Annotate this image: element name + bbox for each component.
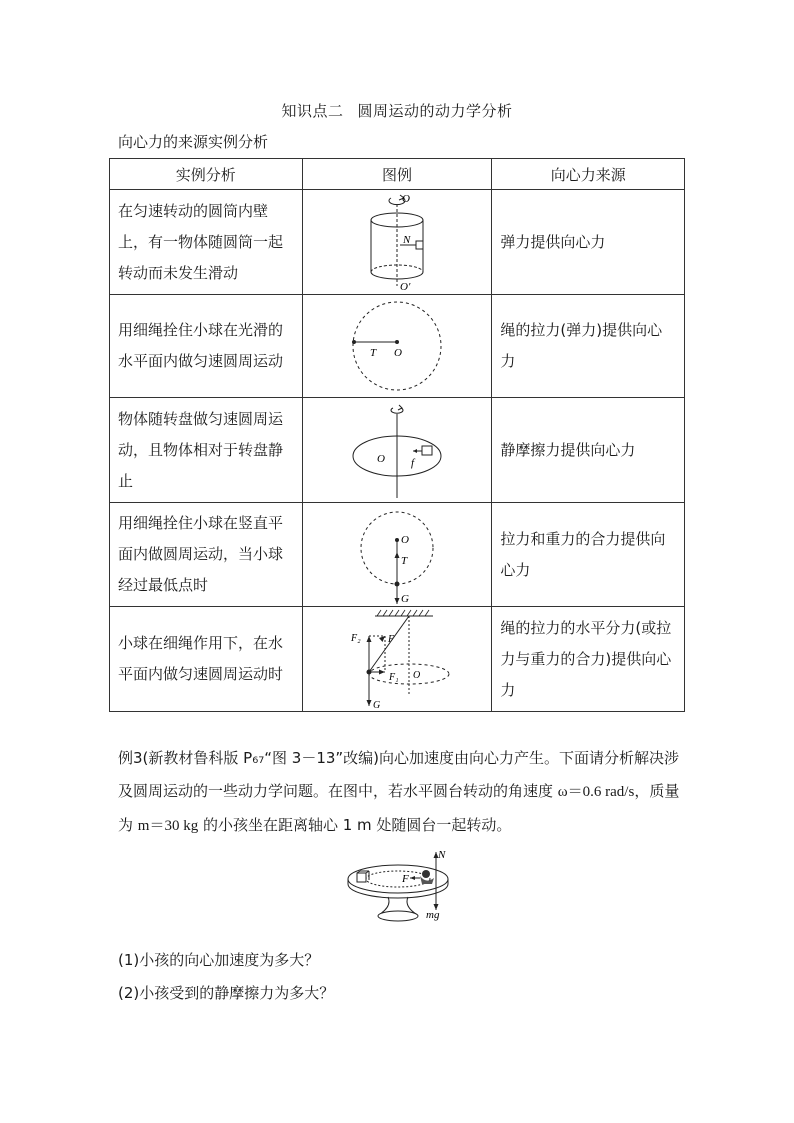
label-o: O	[413, 670, 421, 681]
label-n: N	[403, 234, 411, 246]
rotating-platform-figure	[340, 844, 460, 934]
horizontal-rope-circle-diagram	[342, 296, 452, 396]
table-row	[110, 295, 685, 398]
rotating-cylinder-diagram	[337, 190, 457, 294]
section-title	[0, 100, 794, 121]
label-f: F	[402, 873, 409, 885]
example-text-3: 的小孩坐在距离轴心 1 m 处随圆台一起转动。	[198, 816, 512, 834]
turntable-diagram	[337, 398, 457, 502]
label-o-bottom: O′	[400, 281, 411, 293]
conical-pendulum-diagram	[337, 608, 457, 710]
section-title-label: 知识点二	[281, 102, 344, 120]
label-f1: F₁	[389, 672, 399, 683]
example-paragraph	[118, 742, 686, 843]
example-cell: 小球在细绳作用下，在水平面内做匀速圆周运动时	[110, 607, 303, 712]
example-cell: 在匀速转动的圆筒内壁上，有一物体随圆筒一起转动而未发生滑动	[110, 190, 303, 295]
question-2: (2)小孩受到的静摩擦力为多大？	[118, 984, 335, 1002]
example-cell: 用细绳拴住小球在光滑的水平面内做匀速圆周运动	[110, 295, 303, 398]
header-source: 向心力来源	[492, 159, 685, 190]
label-g: G	[373, 700, 381, 710]
question-1: (1)小孩的向心加速度为多大？	[118, 951, 320, 969]
label-g: G	[401, 592, 409, 605]
vertical-circle-diagram	[337, 504, 457, 606]
label-n: N	[438, 849, 446, 861]
example-mass: m＝30 kg	[137, 818, 199, 834]
source-cell: 静摩擦力提供向心力	[492, 398, 685, 503]
figure-cell	[302, 503, 492, 607]
source-cell: 拉力和重力的合力提供向心力	[492, 503, 685, 607]
source-cell: 绳的拉力(弹力)提供向心力	[492, 295, 685, 398]
example-cell: 物体随转盘做匀速圆周运动，且物体相对于转盘静止	[110, 398, 303, 503]
source-cell: 弹力提供向心力	[492, 190, 685, 295]
example-label: 例3	[118, 749, 143, 767]
label-o-top: O	[402, 193, 410, 205]
header-example: 实例分析	[110, 159, 303, 190]
figure-cell	[302, 607, 492, 712]
table-row	[110, 503, 685, 607]
label-t: T	[370, 347, 377, 359]
section-title-text: 圆周运动的动力学分析	[357, 102, 513, 120]
figure-cell	[302, 398, 492, 503]
example-text-1: 向心加速度由向心力产生。下面请分析解决涉及圆周运动的一些动力学问题。在图中，若水平圆台转动的角速度	[118, 749, 680, 800]
label-mg: mg	[426, 909, 440, 921]
label-f: f	[411, 457, 415, 469]
table-row	[110, 607, 685, 712]
label-f: F	[388, 634, 395, 645]
example-cell: 用细绳拴住小球在竖直平面内做圆周运动，当小球经过最低点时	[110, 503, 303, 607]
table-row	[110, 398, 685, 503]
label-o: O	[377, 453, 385, 465]
label-f2: F₂	[351, 633, 361, 644]
example-omega: ω＝0.6 rad/s	[557, 784, 635, 800]
centripetal-source-table	[109, 158, 685, 712]
example-text-2: ，质量为	[118, 782, 680, 834]
label-o: O	[401, 533, 409, 546]
table-row	[110, 190, 685, 295]
example-source-note: (新教材鲁科版 P₆₇“图 3－13”改编)	[142, 749, 380, 767]
label-o: O	[394, 347, 402, 359]
source-cell: 绳的拉力的水平分力(或拉力与重力的合力)提供向心力	[492, 607, 685, 712]
figure-cell	[302, 295, 492, 398]
header-figure: 图例	[302, 159, 492, 190]
table-header-row	[110, 159, 685, 190]
figure-cell	[302, 190, 492, 295]
subtitle: 向心力的来源实例分析	[118, 133, 269, 151]
label-t: T	[401, 554, 408, 567]
